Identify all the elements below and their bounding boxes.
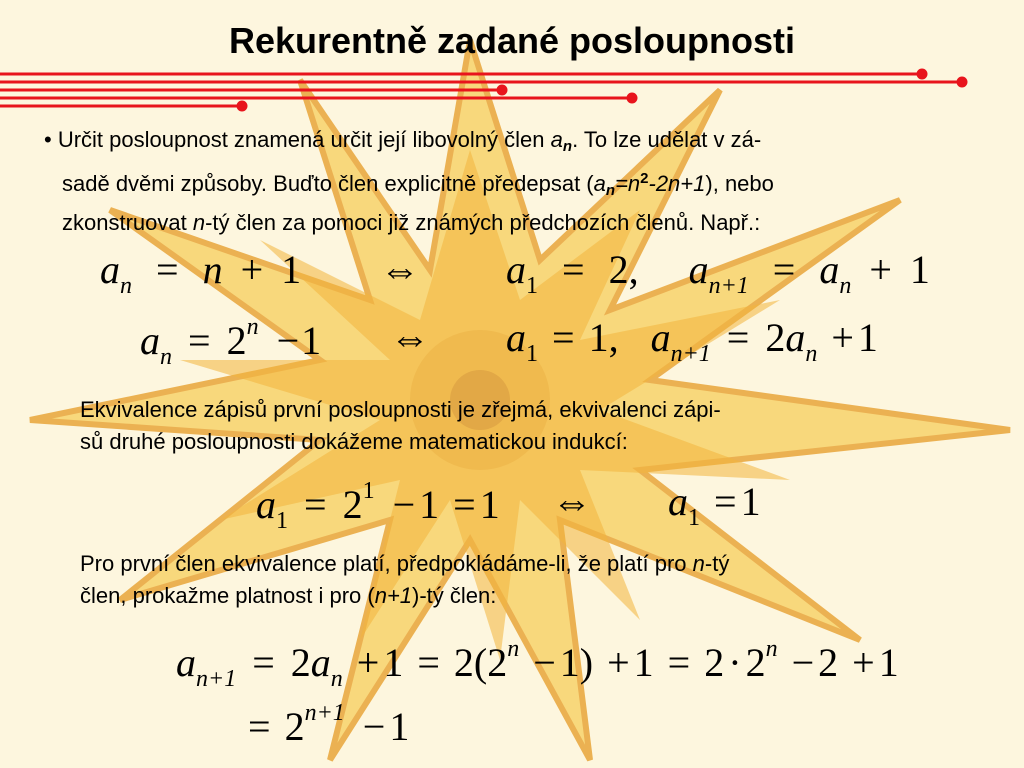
equation-row-4 xyxy=(176,636,899,693)
math-symbol: = xyxy=(417,640,440,685)
math-symbol: n+1 xyxy=(670,341,711,367)
math-symbol: n xyxy=(507,636,520,662)
math-symbol: a xyxy=(256,482,276,527)
p3-line-2: člen, prokažme platnost i pro (n+1)-tý člen: xyxy=(80,583,497,608)
equation-row-5 xyxy=(248,700,409,750)
math-symbol: 2 xyxy=(487,640,508,685)
math-symbol: 1 xyxy=(633,640,654,685)
math-symbol: + xyxy=(240,247,264,292)
math-symbol: a xyxy=(668,479,688,524)
math-symbol: 1 xyxy=(526,273,538,299)
bullet: • xyxy=(44,127,52,152)
math-symbol: = xyxy=(562,247,585,292)
math-symbol: − xyxy=(276,318,300,363)
math-symbol: = xyxy=(714,479,737,524)
math-symbol: − xyxy=(362,704,386,749)
math-symbol: = xyxy=(156,247,179,292)
math-symbol: 1 xyxy=(878,640,899,685)
iff-symbol-3: ⇔ xyxy=(552,479,592,524)
math-symbol: − xyxy=(392,482,416,527)
math-symbol: 2 xyxy=(284,704,305,749)
math-symbol: 1 xyxy=(276,508,288,534)
math-symbol: n xyxy=(246,314,259,340)
math-symbol: = xyxy=(726,315,750,360)
math-symbol: 1, xyxy=(588,315,619,360)
p1-line-2: sadě dvěmi způsoby. Buďto člen explicitně předepsat $(a_n=n^2-2n+1)$, nebo xyxy=(62,170,774,199)
equation-row-3 xyxy=(256,478,500,535)
math-symbol: 2 xyxy=(453,640,474,685)
math-symbol: = xyxy=(772,247,796,292)
math-symbol: ( xyxy=(473,640,488,685)
math-symbol: n+1 xyxy=(304,700,345,726)
math-symbol: 1 xyxy=(857,315,878,360)
math-symbol: + xyxy=(869,247,892,292)
p3-line-1: Pro první člen ekvivalence platí, předpokládáme-li, že platí pro n-tý xyxy=(80,551,730,576)
math-symbol: a xyxy=(506,247,526,292)
math-symbol: 1 xyxy=(419,482,440,527)
paragraph-induction: Ekvivalence zápisů první posloupnosti je zřejmá, ekvivalenci zápi- sů druhé posloupnosti dokážeme matematickou indukcí: xyxy=(80,397,721,454)
math-symbol: 2 xyxy=(765,315,786,360)
math-symbol: 2 xyxy=(290,640,311,685)
math-symbol: n xyxy=(805,341,818,367)
equation-row-1-right xyxy=(506,246,930,300)
math-symbol: n xyxy=(120,273,132,299)
math-symbol: · xyxy=(728,640,742,685)
math-symbol: 2, xyxy=(608,247,639,292)
math-symbol: 1 xyxy=(362,478,375,504)
math-symbol: 1 xyxy=(740,479,761,524)
math-symbol: + xyxy=(356,640,380,685)
math-symbol: n+1 xyxy=(196,666,237,692)
math-symbol: a xyxy=(100,247,120,292)
math-symbol: − xyxy=(533,640,556,685)
math-symbol: 2 xyxy=(745,640,766,685)
math-symbol: n xyxy=(839,273,852,299)
equation-row-1 xyxy=(100,246,301,300)
math-symbol: n xyxy=(765,636,778,662)
math-symbol: 2 xyxy=(818,640,839,685)
math-symbol: 2 xyxy=(342,482,363,527)
math-symbol: = xyxy=(552,315,575,360)
math-symbol: 2 xyxy=(704,640,725,685)
iff-symbol-2: ⇔ xyxy=(390,315,430,360)
iff-symbol-1: ⇔ xyxy=(380,247,420,292)
math-symbol: a xyxy=(819,247,840,292)
math-symbol: = xyxy=(453,482,476,527)
math-symbol: n+1 xyxy=(708,273,749,299)
math-symbol: n xyxy=(330,666,343,692)
math-symbol: n xyxy=(160,344,172,370)
paragraph-inductive-step xyxy=(80,548,1000,612)
math-symbol: 1 xyxy=(688,505,700,531)
p1-line-3: zkonstruovat n-tý člen za pomoci již známých předchozích členů. Např.: xyxy=(62,210,761,235)
math-symbol: = xyxy=(248,704,271,749)
p1-line-1: • Určit posloupnost znamená určit její libovolný člen $a_n$. To lze udělat v zá- xyxy=(44,127,762,155)
equation-row-2 xyxy=(140,314,321,371)
math-symbol: a xyxy=(310,640,331,685)
math-symbol: 1 xyxy=(301,318,322,363)
math-symbol: + xyxy=(831,315,854,360)
equation-row-3-right xyxy=(668,478,761,532)
math-symbol: = xyxy=(304,482,327,527)
math-symbol: 1 xyxy=(281,247,302,292)
paragraph-definition xyxy=(44,124,1004,239)
math-symbol: 1 xyxy=(909,247,930,292)
slide-title: Rekurentně zadané posloupnosti xyxy=(228,20,796,61)
math-symbol: 1 xyxy=(479,482,500,527)
math-symbol: a xyxy=(650,315,671,360)
math-symbol: 1 xyxy=(383,640,404,685)
math-symbol: + xyxy=(852,640,875,685)
math-symbol: 1 xyxy=(559,640,580,685)
math-symbol: n xyxy=(202,247,223,292)
math-symbol: = xyxy=(188,318,211,363)
math-symbol: a xyxy=(688,247,709,292)
math-symbol: + xyxy=(607,640,630,685)
equation-row-2-right xyxy=(506,314,878,368)
math-symbol: = xyxy=(252,640,275,685)
math-symbol: 1 xyxy=(526,341,538,367)
math-symbol: a xyxy=(785,315,806,360)
math-symbol: − xyxy=(791,640,815,685)
math-symbol: = xyxy=(667,640,691,685)
math-symbol: a xyxy=(176,640,196,685)
math-symbol: 1 xyxy=(389,704,410,749)
math-symbol: a xyxy=(140,318,160,363)
math-symbol: 2 xyxy=(226,318,247,363)
math-symbol: ) xyxy=(579,640,594,685)
math-symbol: a xyxy=(506,315,526,360)
